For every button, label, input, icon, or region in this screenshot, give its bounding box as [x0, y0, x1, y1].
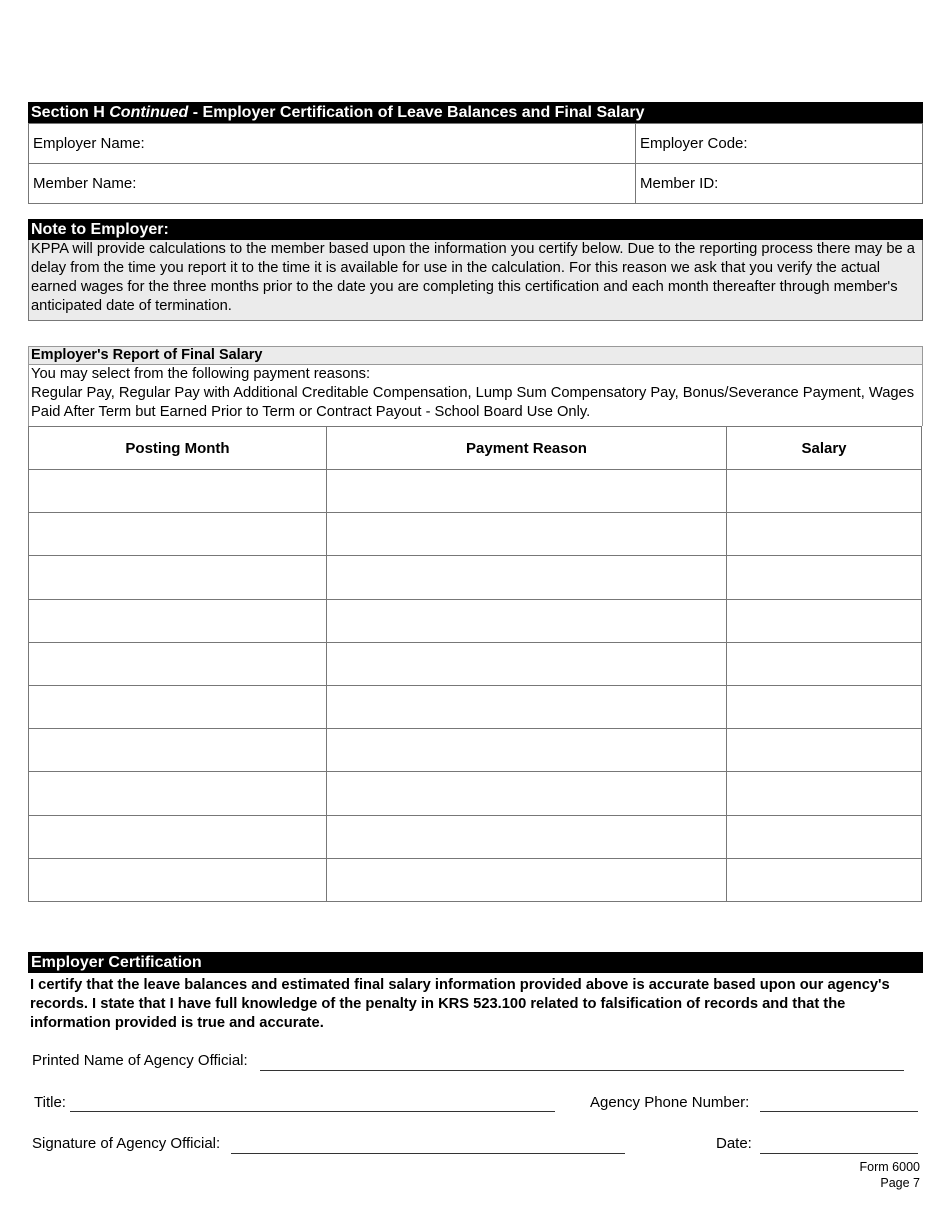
posting-month-cell[interactable] [29, 556, 327, 599]
table-row [29, 599, 922, 642]
certification-statement: I certify that the leave balances and estimated final salary information provided above is accurate based upon our agency's records. I state that I have full knowledge of the penalty in KRS 523.100 related to falsification of records and that the information provided is true and accurate. [30, 977, 890, 1031]
printed-name-line[interactable] [260, 1070, 904, 1071]
date-label: Date: [716, 1135, 752, 1152]
member-id-field[interactable] [636, 164, 923, 204]
posting-month-cell[interactable] [29, 772, 327, 815]
col-payment-reason: Payment Reason [327, 427, 727, 470]
col-posting-month: Posting Month [29, 427, 327, 470]
salary-cell[interactable] [727, 470, 922, 513]
posting-month-cell[interactable] [29, 815, 327, 858]
payment-reason-cell[interactable] [327, 513, 727, 556]
form-number: Form 6000 [859, 1160, 920, 1174]
payment-reason-cell[interactable] [327, 729, 727, 772]
posting-month-cell[interactable] [29, 513, 327, 556]
employer-code-field[interactable] [636, 124, 923, 164]
member-name-field[interactable] [29, 164, 636, 204]
salary-cell[interactable] [727, 685, 922, 728]
posting-month-cell[interactable] [29, 599, 327, 642]
signature-line[interactable] [231, 1153, 625, 1154]
salary-cell[interactable] [727, 513, 922, 556]
payment-reason-cell[interactable] [327, 685, 727, 728]
table-row [29, 685, 922, 728]
payment-reason-cell[interactable] [327, 858, 727, 901]
salary-cell[interactable] [727, 815, 922, 858]
report-reasons: Regular Pay, Regular Pay with Additional Creditable Compensation, Lump Sum Compensatory Pay, Bonus/Severance Payment, Wages Paid After Term but Earned Prior to Term or Contract Payout - School Board Use Only. [31, 385, 915, 420]
title-label: Title: [34, 1094, 66, 1111]
payment-reason-cell[interactable] [327, 815, 727, 858]
note-header: Note to Employer: [28, 219, 923, 240]
section-h-title: - Employer Certification of Leave Balances and Final Salary [188, 104, 645, 121]
table-row [29, 729, 922, 772]
salary-table-header [29, 427, 922, 470]
salary-cell[interactable] [727, 599, 922, 642]
posting-month-cell[interactable] [29, 470, 327, 513]
col-salary: Salary [727, 427, 922, 470]
signature-label: Signature of Agency Official: [32, 1135, 221, 1152]
member-name-label: Member Name: [33, 175, 137, 192]
section-h-prefix: Section H [31, 104, 110, 121]
salary-cell[interactable] [727, 729, 922, 772]
table-row [29, 815, 922, 858]
salary-cell[interactable] [727, 556, 922, 599]
salary-cell[interactable] [727, 642, 922, 685]
employer-info-table [28, 123, 923, 204]
posting-month-cell[interactable] [29, 685, 327, 728]
table-row [29, 470, 922, 513]
report-intro: You may select from the following payment reasons: [31, 366, 371, 382]
employer-name-field[interactable] [29, 124, 636, 164]
table-row [29, 513, 922, 556]
employer-name-label: Employer Name: [33, 135, 145, 152]
table-row [29, 772, 922, 815]
posting-month-cell[interactable] [29, 729, 327, 772]
table-row [29, 858, 922, 901]
payment-reason-cell[interactable] [327, 772, 727, 815]
posting-month-cell[interactable] [29, 642, 327, 685]
salary-table [28, 426, 922, 902]
phone-label: Agency Phone Number: [590, 1094, 750, 1111]
phone-line[interactable] [760, 1111, 918, 1112]
footer [860, 1159, 920, 1191]
payment-reason-cell[interactable] [327, 470, 727, 513]
employer-code-label: Employer Code: [640, 135, 748, 152]
date-line[interactable] [760, 1153, 918, 1154]
salary-cell[interactable] [727, 772, 922, 815]
payment-reason-cell[interactable] [327, 599, 727, 642]
title-line[interactable] [70, 1111, 555, 1112]
report-header: Employer's Report of Final Salary [28, 346, 923, 365]
posting-month-cell[interactable] [29, 858, 327, 901]
member-id-label: Member ID: [640, 175, 719, 192]
page-number: Page 7 [880, 1176, 920, 1190]
payment-reason-cell[interactable] [327, 556, 727, 599]
printed-name-label: Printed Name of Agency Official: [32, 1052, 248, 1069]
table-row [29, 556, 922, 599]
payment-reason-cell[interactable] [327, 642, 727, 685]
table-row [29, 642, 922, 685]
section-h-header [28, 102, 923, 123]
section-h-italic: Continued [109, 104, 189, 121]
certification-header: Employer Certification [28, 952, 923, 973]
report-instructions [28, 365, 923, 426]
salary-cell[interactable] [727, 858, 922, 901]
note-text: KPPA will provide calculations to the member based upon the information you certify below. Due to the reporting process there may be a delay from the time you report it to the time it is available for use in the calculation. For this reason we ask that you verify the actual earned wages for the three months prior to the date you are completing this certification and each month thereafter through member's anticipated date of termination. [28, 240, 923, 321]
